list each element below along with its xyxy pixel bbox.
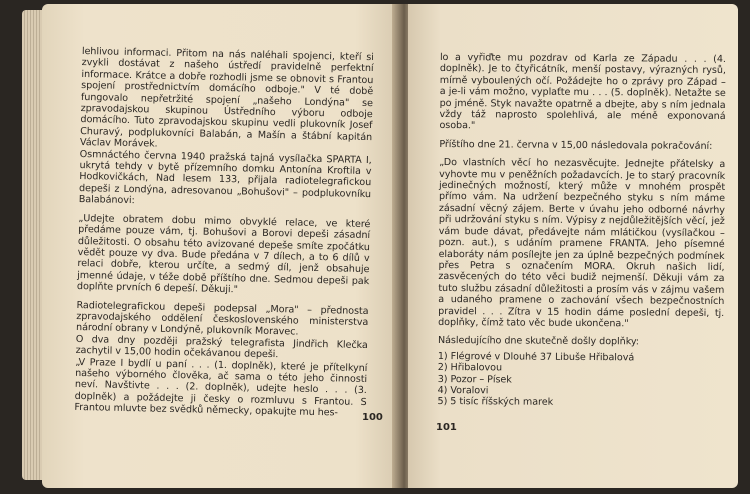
paragraph: Příštího dne 21. června v 15,00 následovala pokračování: xyxy=(439,138,713,152)
open-book xyxy=(22,4,740,488)
right-page-text xyxy=(438,52,726,410)
paragraph: Následujícího dne skutečně došly doplňky: xyxy=(437,335,640,348)
list-item: 4) Voralovi xyxy=(437,384,489,397)
list-item: 1) Flégrové v Dlouhé 37 Libuše Hřibalová xyxy=(437,350,635,364)
paragraph: Radiotelegrafickou depeši podepsal „Mora" – přednosta zpravodajského oddělení československého ministerstva národní obrany v Londýně, plukovník Moravec. xyxy=(75,299,369,338)
paragraph: „Do vlastních věcí ho nezasvěcujte. Jednejte přátelsky a vyhovte mu v peněžních požadavcích. Je to starý pracovník jedinečných možností, který může v mnohém prospět přímo vám. Na udržení bezpečného styku s ním máme zásadní věcný zájem. Berte v úvahu jeho odborné návrhy při udržování styku s ním. Výpisy z nejdůležitějších věcí, jež vám bude dávat, předávejte nám mlátičkou (vysílačkou – pozn. aut.), s udáním pramene FRANTA. Jeho písemné elaboráty nám posílejte jen za úplně bezpečných podmínek přes Petra s označením MORA. Okruh našich lidí, zasvěcených do této věci budiž nejmenší. Děkuji vám za tuto službu zásadní důležitosti a prosím vás v zájmu vašem a udaného pramene o zachování všech bezpečnostních pravidel . . . Zítra v 15 hodin dáme poslední depeši, tj. doplňky, čímž tato věc bude ukončena." xyxy=(438,157,726,330)
left-page-text xyxy=(74,46,374,420)
list-item: 5) 5 tisíc říšských marek xyxy=(437,396,554,409)
paragraph: Osmnáctého června 1940 pražská tajná vysílačka SPARTA I, ukrytá tehdy v bytě přízemního domku Antonína Kroftila v Hodkovičkách, Nad lesem 133, přijala radiotelegrafickou depeši z Londýna, adresovanou „Bohušovi" – podplukovníku Balabánovi: xyxy=(78,148,372,207)
paragraph: O dva dny později pražský telegrafista Jindřich Klečka zachytil v 15,00 hodin očekávanou depeši. xyxy=(75,333,368,361)
right-page xyxy=(408,4,738,488)
paragraph: „V Praze I bydlí u paní . . . (1. doplněk), které je přítelkyní našeho výborného člověka, ač sama o této jeho činnosti neví. Navštivte . . . (2. doplněk), udejte heslo . . . (3. doplněk) a požádejte ji česky o rozmluvu s Frantou. S Frantou mluvte bez svědků německy, opakujte mu hes- xyxy=(74,356,368,419)
list-item: 3) Pozor – Písek xyxy=(437,373,512,386)
supplement-list xyxy=(438,351,724,410)
paragraph: lo a vyřiďte mu pozdrav od Karla ze Západu . . . (4. doplněk). Je to čtyřicátník, menší postavy, výrazných rysů, mírně vyboulených očí. Požádejte ho o zprávy pro Západ – a je-li vám možno, vyplaťte mu . . . (5. doplněk). Netažte se po jméně. Styk navažte opatrně a dbejte, aby s ním jednala vždy táž naprosto spolehlivá, ale méně exponovaná osoba." xyxy=(439,52,726,132)
left-page xyxy=(42,4,398,488)
page-number: 100 xyxy=(362,412,383,423)
paragraph: lehlivou informaci. Přitom na nás naléhali spojenci, kteří si zvykli dostávat z našeho ústředí pravidelně perfektní informace. Krátce a dobře rozhodli jsme se obnovit s Frantou spojení prostřednictvím domácího odboje." V té době fungovalo nepřetržité spojení „našeho Londýna" se zpravodajskou skupinou Ústředního výboru odboje domácího. Tuto zpravodajskou skupinu vedli plukovník Josef Churavý, podplukovníci Balabán, a Mašín a štábní kapitán Václav Morávek. xyxy=(79,46,374,150)
paragraph: „Udejte obratem dobu mimo obvyklé relace, ve které předáme pouze vám, tj. Bohušovi a Borovi depeši zásadní důležitosti. O obsahu této avizované depeše smíte zpočátku vědět pouze vy dva. Bude předána v 7 dílech, a to 6 dílů v relaci dobře, kterou určíte, a sedmý díl, jenž obsahuje jmenné údaje, v téže době příštího dne. Sedmou depeši pak doplňte prvních 6 depeší. Děkuji." xyxy=(76,212,371,296)
list-item: 2) Hřibalovou xyxy=(437,362,503,374)
page-number: 101 xyxy=(436,422,457,433)
